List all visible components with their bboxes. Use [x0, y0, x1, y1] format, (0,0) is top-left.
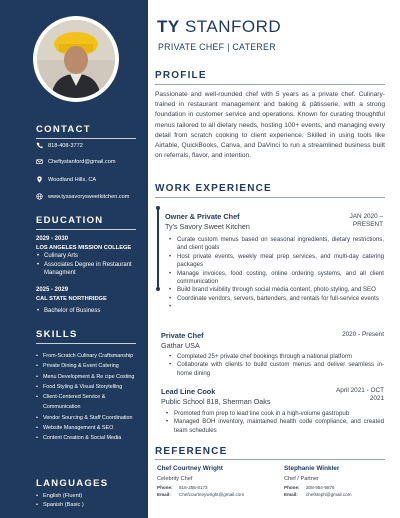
timeline-dot	[156, 287, 160, 291]
job-1-bullets	[166, 236, 384, 312]
location-pin-icon	[36, 176, 43, 183]
skill-item: • Client-Centered Service & Communication	[36, 392, 144, 413]
job-2-company: Gathar USA	[161, 341, 200, 350]
first-name: TY	[157, 17, 180, 36]
contact-website[interactable]	[36, 193, 129, 200]
languages-heading: LANGUAGES	[36, 478, 109, 489]
reference-2-phone: Phone: 208-954-9876	[284, 485, 335, 490]
contact-email-text[interactable]: Cheftystanford@gmail.com	[48, 158, 116, 165]
education-years: 2029 - 2030	[36, 236, 69, 242]
last-name: STANFORD	[184, 17, 282, 36]
profile-summary: Passionate and well-rounded chef with 5 years as a private chef. Culinary-trained in restaurant management and baking & pâtisserie, with a strong foundation in customer service and operations. Known for curating thoughtful menus tailored to all dietary needs, hosting 100+ events, and managing every detail from scratch cooking to client experience. Skilled in using tools like Airtable, QuickBooks, Canva, and DaVinci to run a streamlined business built on referrals, flavor, and intention.	[155, 91, 385, 160]
job-1-title: Owner & Private Chef	[165, 212, 240, 221]
reference-2-name: Stephanie Winkler	[284, 465, 340, 472]
education-detail: • Bachelor of Business	[36, 307, 141, 316]
reference-1-role: Celebrity Chef	[157, 476, 193, 482]
language-item: • English (Fluent)	[36, 492, 144, 501]
education-entry-2	[36, 286, 141, 316]
job-1-company: Ty's Savory Sweet Kitchen	[165, 222, 250, 231]
education-years: 2025 - 2029	[36, 287, 69, 293]
job-bullet: • Collaborate with clients to build custom menus and deliver seamless in-home dining	[166, 361, 384, 378]
reference-divider	[155, 459, 385, 460]
skill-item: • Content Creation & Social Media	[36, 433, 144, 443]
job-bullet: • Host private events, weekly meal prep services, and multi-day catering packages	[166, 253, 384, 270]
profile-heading: PROFILE	[155, 70, 207, 81]
education-heading: EDUCATION	[36, 215, 104, 226]
language-item: • Spanish (Basic )	[36, 501, 144, 510]
profile-photo	[33, 16, 119, 102]
education-school: LOS ANGELES MISSION COLLEGE	[36, 244, 132, 251]
sidebar	[0, 0, 148, 518]
job-3-title: Lead Line Cook	[161, 387, 216, 396]
job-2-bullets	[166, 353, 384, 378]
timeline-dot	[156, 206, 160, 210]
profile-divider	[155, 84, 385, 85]
contact-email[interactable]	[36, 158, 116, 165]
phone-icon	[36, 142, 43, 149]
contact-heading: CONTACT	[36, 124, 91, 135]
education-divider	[36, 229, 136, 230]
experience-heading: WORK EXPERIENCE	[155, 183, 272, 194]
job-2-title: Private Chef	[161, 331, 204, 340]
contact-phone	[36, 142, 83, 149]
education-school: CAL STATE NORTHRIDGE	[36, 295, 107, 302]
job-bullet: • Curate custom menus based on seasonal ingredients, dietary restrictions, and client goals	[166, 236, 384, 253]
contact-phone-text: 818-408-3772	[48, 142, 83, 149]
job-3-bullets	[163, 410, 384, 435]
globe-icon	[36, 193, 43, 200]
email-icon	[36, 158, 43, 165]
skills-heading: SKILLS	[36, 329, 78, 340]
languages-list	[36, 492, 144, 509]
skill-item: • Vendor Sourcing & Staff Coordination	[36, 413, 144, 423]
skills-divider	[36, 343, 136, 344]
skill-item: • Menu Development & Re cipe Costing	[36, 372, 144, 382]
job-bullet: • Completed 25+ private chef bookings through a national platform	[166, 353, 384, 361]
contact-location-text: Woodland Hills, CA	[48, 176, 97, 183]
job-2-date: 2020 - Present	[342, 331, 384, 338]
job-bullet: • Managed BOH inventory, maintained health code compliance, and created team schedules	[163, 418, 384, 435]
job-3-date: April 2021 - OCT 2021	[336, 387, 384, 403]
contact-divider	[36, 138, 136, 139]
education-detail: • Culinary Arts	[36, 252, 141, 261]
reference-1-phone: Phone: 816-255-8173	[157, 485, 208, 490]
reference-2-email[interactable]: Email: chefsteph@gmail.com	[284, 492, 352, 497]
job-title: PRIVATE CHEF | CATERER	[158, 42, 276, 52]
education-entry-1	[36, 235, 141, 278]
job-bullet: • Promoted from prep to lead line cook in a high-volume gastropub	[163, 410, 384, 418]
job-bullet: • Build brand visibility through social media content, photo styling, and SEO	[166, 286, 384, 294]
job-bullet: • Manage invoices, food costing, online ordering systems, and all client communication	[166, 270, 384, 287]
education-detail: • Associates Degree in Restaurant Managment	[36, 261, 141, 278]
contact-website-text[interactable]: www.tyssavorysweetkitchen.com	[48, 193, 130, 200]
job-bullet	[166, 303, 384, 311]
skill-item: • Website Management & SEO	[36, 423, 144, 433]
experience-divider	[155, 197, 385, 198]
skills-list	[36, 351, 144, 444]
job-3-company: Public School 818, Sherman Oaks	[161, 397, 271, 406]
job-1-date: JAN 2020 – PRESENT	[349, 213, 383, 229]
skill-item: • From-Scratch Culinary Craftsmanship	[36, 351, 144, 361]
job-bullet: • Coordinate vendors, servers, bartenders, and rentals for full-service events	[166, 295, 384, 303]
candidate-name	[157, 17, 281, 37]
timeline-line	[157, 208, 159, 288]
reference-1-email[interactable]: Email: Chefcourtneywright@gmail.com	[157, 492, 245, 497]
reference-heading: REFERENCE	[155, 446, 228, 457]
skill-item: • Food Styling & Visual Storytelling	[36, 382, 144, 392]
reference-2-role: Chef / Partner	[284, 476, 319, 482]
reference-1-name: Chef Courtney Wright	[157, 465, 223, 472]
chef-portrait-image	[37, 20, 115, 98]
skill-item: • Private Dining & Event Catering	[36, 361, 144, 371]
contact-location	[36, 176, 96, 183]
